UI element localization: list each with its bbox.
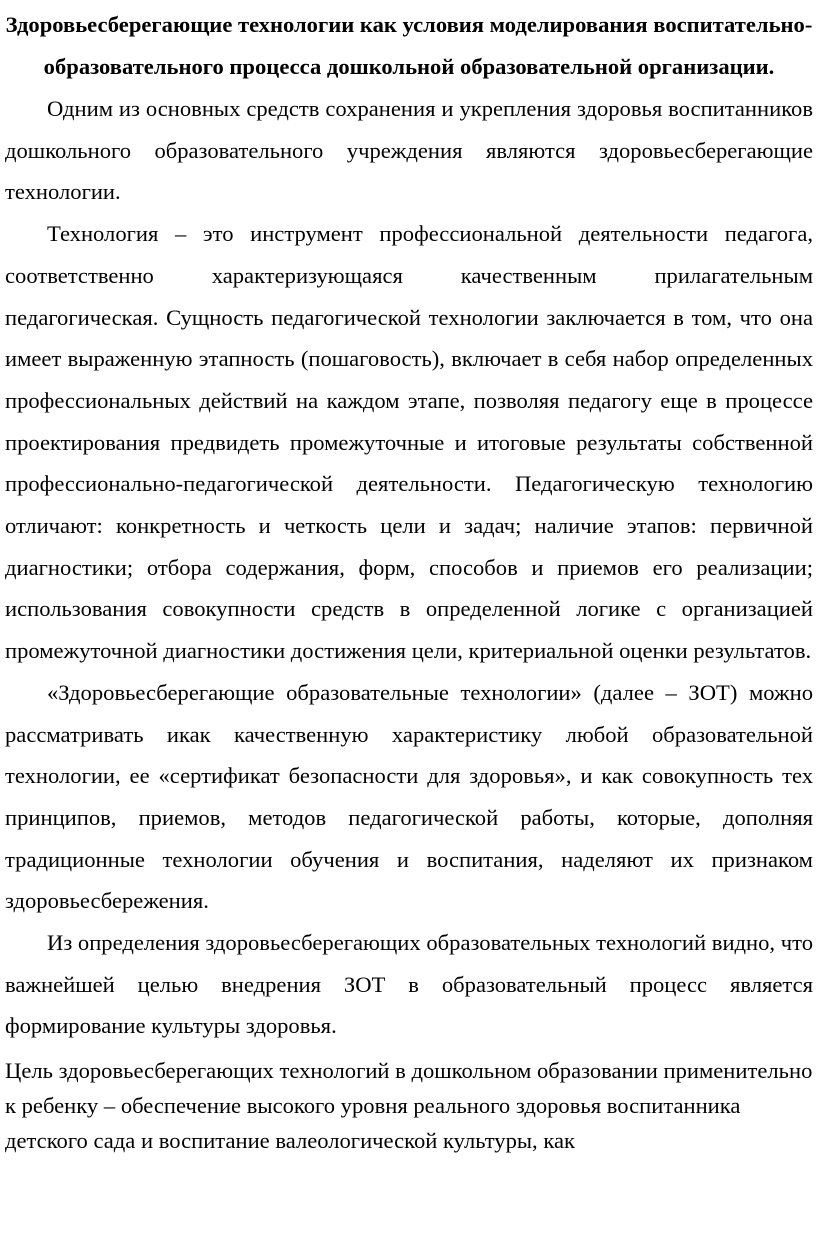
paragraph-4: Из определения здоровьесберегающих образовательных технологий видно, что важнейшей целью внедрения ЗОТ в образовательный процесс является формирование культуры здоровья. — [5, 930, 813, 1039]
paragraph-3: «Здоровьесберегающие образовательные технологии» (далее – ЗОТ) можно рассматривать икак качественную характеристику любой образовательной технологии, ее «сертификат безопасности для здоровья», и как совокупность тех принципов, приемов, методов педагогической работы, которые, дополняя традиционные технологии обучения и воспитания, наделяют их признаком здоровьесбережения. — [5, 679, 813, 914]
paragraph-1: Одним из основных средств сохранения и укрепления здоровья воспитанников дошкольного образовательного учреждения являются здоровьесберегающие технологии. — [5, 96, 813, 205]
paragraph-2: Технология – это инструмент профессиональной деятельности педагога, соответственно характеризующаяся качественным прилагательным педагогическая. Сущность педагогической технологии заключается в том, что она имеет выраженную этапность (пошаговость), включает в себя набор определенных профессиональных действий на каждом этапе, позволяя педагогу еще в процессе проектирования предвидеть промежуточные и итоговые результаты собственной профессионально-педагогической деятельности. Педагогическую технологию отличают: конкретность и четкость цели и задач; наличие этапов: первичной диагностики; отбора содержания, форм, способов и приемов его реализации; использования совокупности средств в определенной логике с организацией промежуточной диагностики достижения цели, критериальной оценки результатов. — [5, 221, 813, 664]
document-title: Здоровьесберегающие технологии как условия моделирования воспитательно-образовательного процесса дошкольной образовательной организации. — [5, 12, 813, 79]
paragraph-5: Цель здоровьесберегающих технологий в дошкольном образовании применительно к ребенку – обеспечение высокого уровня реального здоровья воспитанника детского сада и воспитание валеологической культуры, как — [5, 1058, 813, 1154]
